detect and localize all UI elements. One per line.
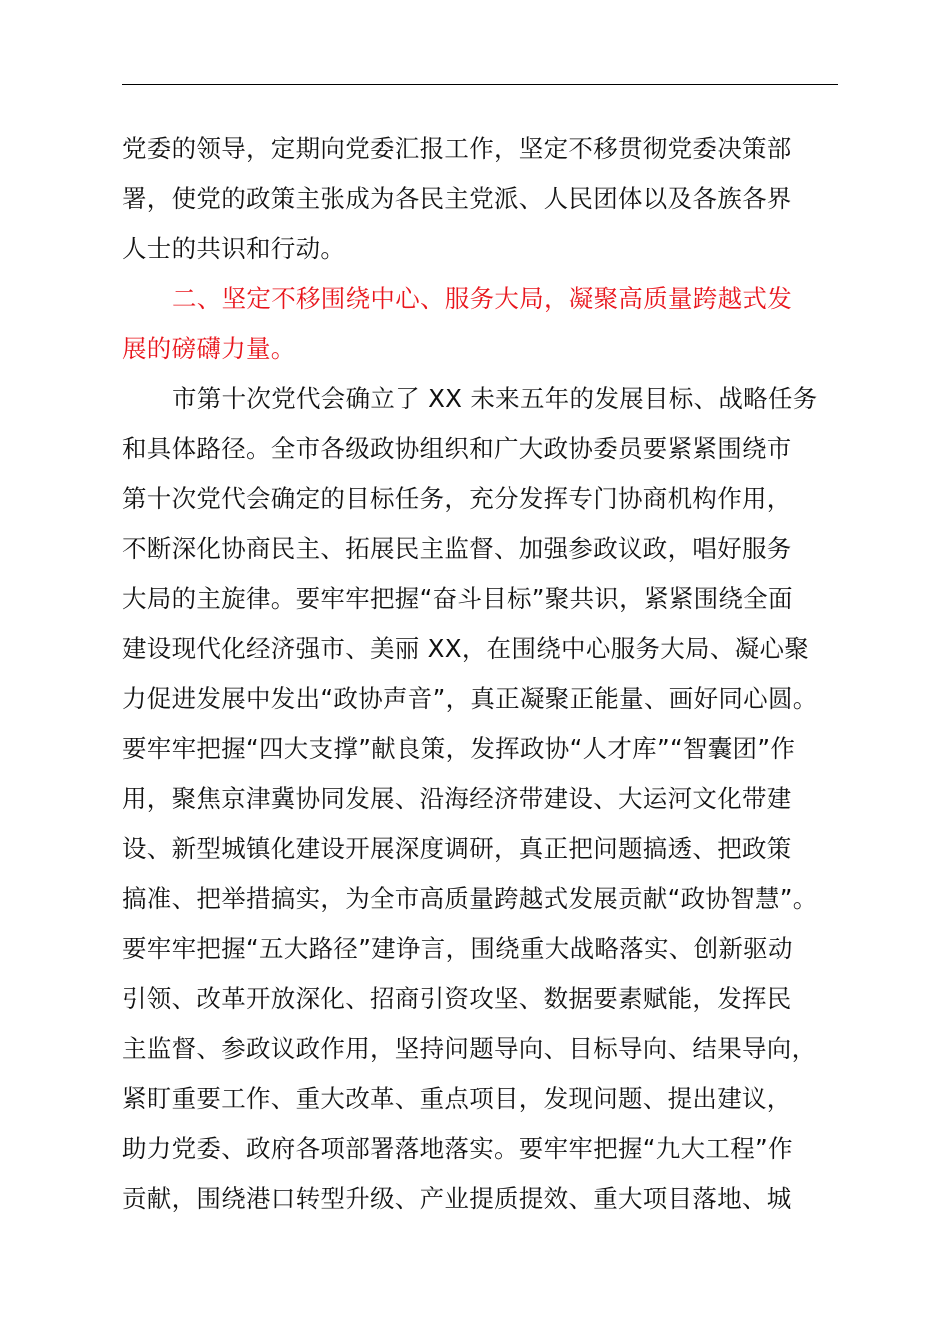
body-line: 市第十次党代会确立了 XX 未来五年的发展目标、战略任务 xyxy=(172,384,818,413)
header-rule xyxy=(122,84,838,85)
body-line: 署，使党的政策主张成为各民主党派、人民团体以及各族各界 xyxy=(122,184,792,213)
body-line: 建设现代化经济强市、美丽 XX，在围绕中心服务大局、凝心聚 xyxy=(122,634,810,663)
body-line: 和具体路径。全市各级政协组织和广大政协委员要紧紧围绕市 xyxy=(122,434,792,463)
body-line: 搞准、把举措搞实，为全市高质量跨越式发展贡献“政协智慧”。 xyxy=(122,884,818,913)
body-line: 第十次党代会确定的目标任务，充分发挥专门协商机构作用， xyxy=(122,484,792,513)
body-line: 紧盯重要工作、重大改革、重点项目，发现问题、提出建议， xyxy=(122,1084,792,1113)
body-line: 要牢牢把握“四大支撑”献良策，发挥政协“人才库”“智囊团”作 xyxy=(122,734,796,763)
body-line: 助力党委、政府各项部署落地落实。要牢牢把握“九大工程”作 xyxy=(122,1134,793,1163)
body-line: 要牢牢把握“五大路径”建诤言，围绕重大战略落实、创新驱动 xyxy=(122,934,793,963)
body-line: 设、新型城镇化建设开展深度调研，真正把问题搞透、把政策 xyxy=(122,834,792,863)
body-line: 不断深化协商民主、拓展民主监督、加强参政议政，唱好服务 xyxy=(122,534,792,563)
body-line: 引领、改革开放深化、招商引资攻坚、数据要素赋能，发挥民 xyxy=(122,984,792,1013)
body-line: 贡献，围绕港口转型升级、产业提质提效、重大项目落地、城 xyxy=(122,1184,792,1213)
body-line: 大局的主旋律。要牢牢把握“奋斗目标”聚共识，紧紧围绕全面 xyxy=(122,584,793,613)
section-heading-line: 展的磅礴力量。 xyxy=(122,334,296,363)
section-heading-line: 二、坚定不移围绕中心、服务大局，凝聚高质量跨越式发 xyxy=(172,284,792,313)
body-line: 力促进发展中发出“政协声音”，真正凝聚正能量、画好同心圆。 xyxy=(122,684,818,713)
body-line: 人士的共识和行动。 xyxy=(122,234,346,263)
body-line: 党委的领导，定期向党委汇报工作，坚定不移贯彻党委决策部 xyxy=(122,134,792,163)
body-line: 主监督、参政议政作用，坚持问题导向、目标导向、结果导向， xyxy=(122,1034,817,1063)
body-line: 用，聚焦京津冀协同发展、沿海经济带建设、大运河文化带建 xyxy=(122,784,792,813)
